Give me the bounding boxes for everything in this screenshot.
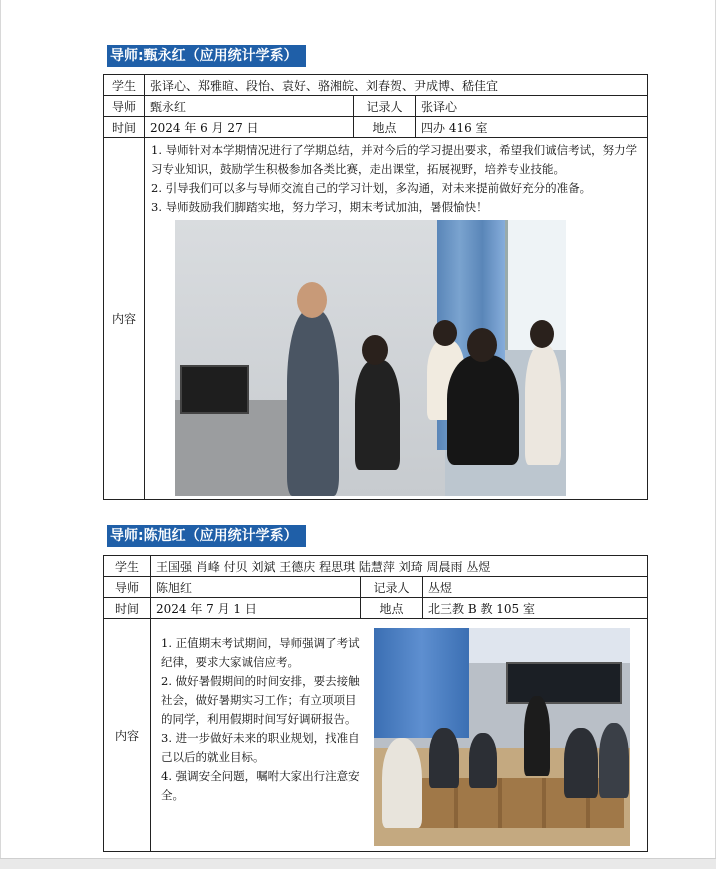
content-paragraph: 2. 引导我们可以多与导师交流自己的学习计划，多沟通，对未来提前做好充分的准备。 <box>151 181 592 195</box>
time-label: 时间 <box>104 598 151 619</box>
place-value: 北三教 B 教 105 室 <box>423 598 648 619</box>
time-label: 时间 <box>104 117 145 138</box>
mentor-row <box>104 96 648 117</box>
content-row <box>104 619 648 852</box>
time-value: 2024 年 7 月 1 日 <box>151 598 361 619</box>
recorder-value: 张译心 <box>416 96 648 117</box>
place-label: 地点 <box>354 117 416 138</box>
mentor-label: 导师 <box>104 577 151 598</box>
place-value: 四办 416 室 <box>416 117 648 138</box>
meeting-table-1 <box>103 74 648 500</box>
content-label: 内容 <box>104 619 151 852</box>
meeting-photo-1 <box>175 220 566 496</box>
mentor-label: 导师 <box>104 96 145 117</box>
content-text <box>157 628 366 846</box>
students-label: 学生 <box>104 556 151 577</box>
content-value <box>151 619 648 852</box>
recorder-label: 记录人 <box>361 577 423 598</box>
students-value: 张译心、郑雅暄、段怡、袁好、骆湘皖、刘春贺、尹成博、嵇佳宜 <box>145 75 648 96</box>
students-row <box>104 75 648 96</box>
content-paragraph: 1. 导师针对本学期情况进行了学期总结，并对今后的学习提出要求，希望我们诚信考试，努力学习专业知识，鼓励学生积极参加各类比赛，走出课堂，拓展视野，培养专业技能。 <box>151 143 638 176</box>
meeting-photo-2 <box>374 628 630 846</box>
content-paragraph: 3. 导师鼓励我们脚踏实地，努力学习，期末考试加油，暑假愉快！ <box>151 200 488 214</box>
section-heading-2: 导师:陈旭红（应用统计学系） <box>107 525 306 547</box>
time-row <box>104 117 648 138</box>
time-row <box>104 598 648 619</box>
content-paragraph: 3. 进一步做好未来的职业规划，找准自己以后的就业目标。 <box>161 731 360 764</box>
students-row <box>104 556 648 577</box>
time-value: 2024 年 6 月 27 日 <box>145 117 354 138</box>
recorder-label: 记录人 <box>354 96 416 117</box>
students-label: 学生 <box>104 75 145 96</box>
content-paragraph: 1. 正值期末考试期间，导师强调了考试纪律，要求大家诚信应考。 <box>161 636 360 669</box>
recorder-value: 丛煜 <box>423 577 648 598</box>
meeting-table-2 <box>103 555 648 852</box>
students-value: 王国强 肖峰 付贝 刘斌 王德庆 程思琪 陆慧萍 刘琦 周晨雨 丛煜 <box>151 556 648 577</box>
content-paragraph: 4. 强调安全问题，嘱咐大家出行注意安全。 <box>161 769 360 802</box>
content-row <box>104 138 648 500</box>
place-label: 地点 <box>361 598 423 619</box>
mentor-value: 甄永红 <box>145 96 354 117</box>
content-value <box>145 138 648 500</box>
mentor-row <box>104 577 648 598</box>
page-bottom-edge <box>0 858 716 869</box>
content-paragraph: 2. 做好暑假期间的时间安排，要去接触社会，做好暑期实习工作；有立项项目的同学，利用假期时间写好调研报告。 <box>161 674 360 726</box>
mentor-value: 陈旭红 <box>151 577 361 598</box>
section-heading-1: 导师:甄永红（应用统计学系） <box>107 45 306 67</box>
content-label: 内容 <box>104 138 145 500</box>
